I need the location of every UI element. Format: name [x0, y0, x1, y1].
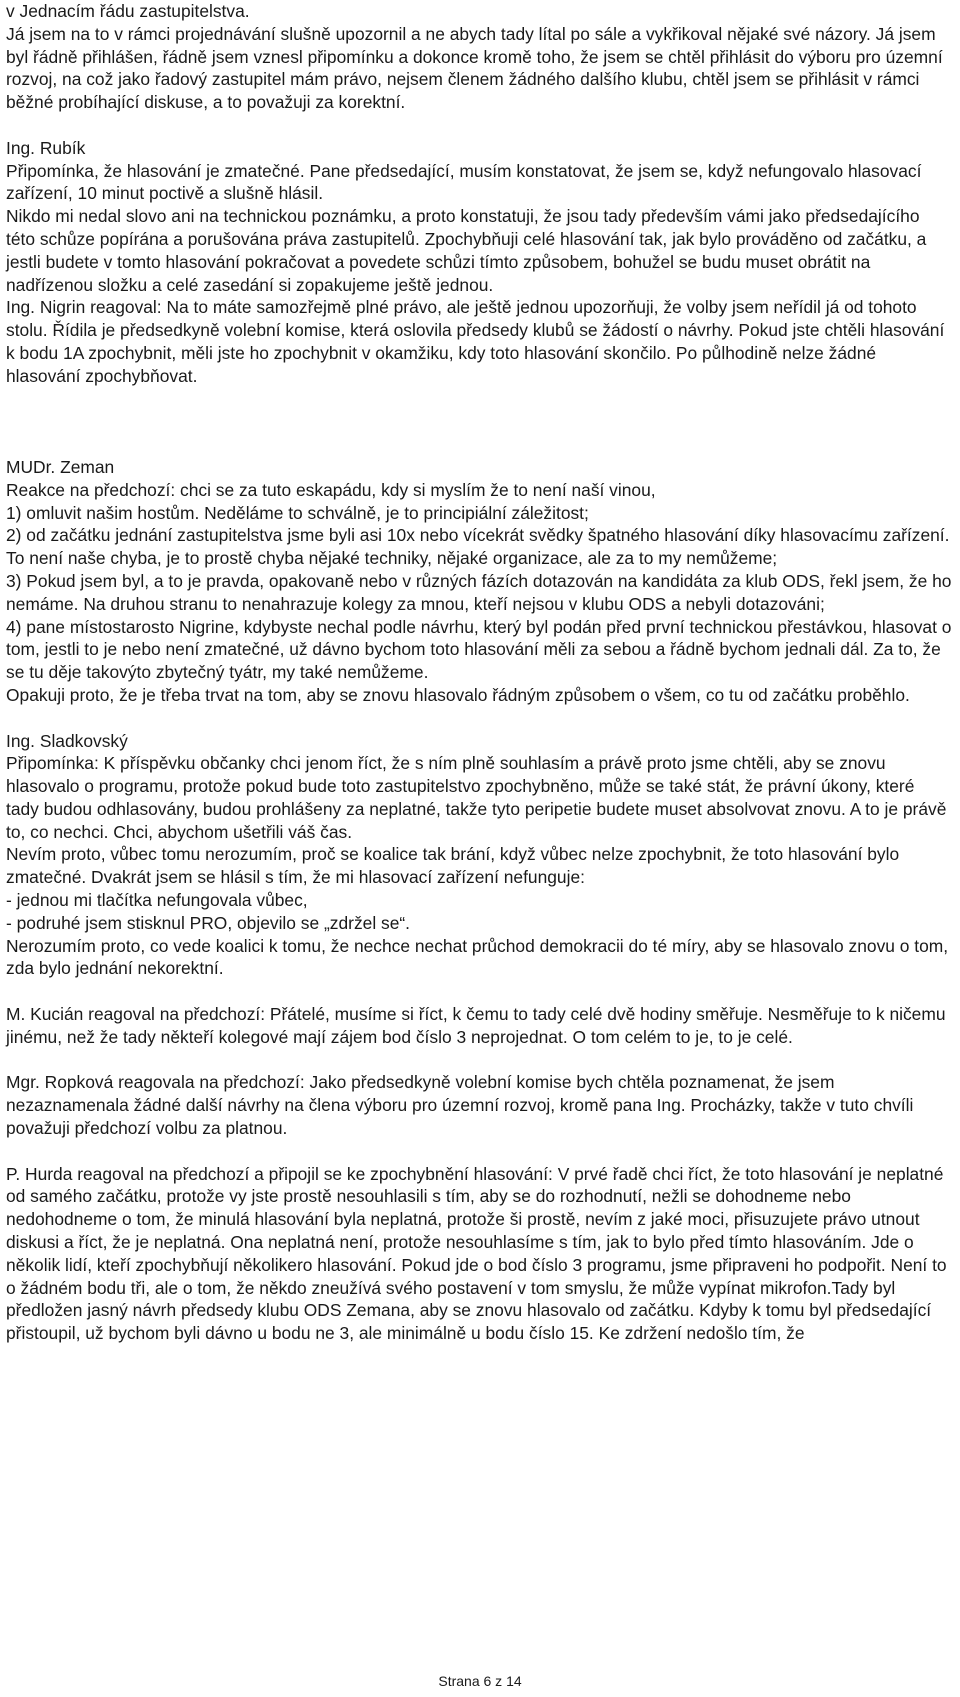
paragraph: Reakce na předchozí: chci se za tuto eskapádu, kdy si myslím že to není naší vinou,: [6, 479, 656, 500]
paragraph: Opakuji proto, že je třeba trvat na tom, aby se znovu hlasovalo řádným způsobem o všem, co tu od začátku proběhlo.: [6, 684, 910, 705]
paragraph: Připomínka: K příspěvku občanky chci jenom říct, že s ním plně souhlasím a právě proto jsme chtěli, aby se znovu hlasovalo o programu, protože pokud bude toto zastupitelstvo zpochybněno, může se také stát, že právní úkony, které tady budou odhlasovány, budou prohlášeny za neplatné, takže tyto peripetie budete muset absolvovat znovu. A to je právě to, co nechci. Chci, abychom ušetřili váš čas.: [6, 753, 947, 842]
paragraph: MUDr. Zeman: [6, 456, 115, 477]
paragraph: Já jsem na to v rámci projednávání slušně upozornil a ne abych tady lítal po sále a vykřikoval nějaké své názory. Já jsem byl řádně přihlášen, řádně jsem vznesl připomínku a dokonce kromě toho, že jsem se chtěl přihlásit do výboru pro územní rozvoj, na což jako řadový zastupitel mám právo, nejsem členem žádného dalšího klubu, chtěl jsem se přihlásit v rámci běžné probíhající diskuse, a to považuji za korektní.: [6, 23, 943, 113]
paragraph: P. Hurda reagoval na předchozí a připojil se ke zpochybnění hlasování: V prvé řadě chci říct, že toto hlasování je neplatné od samého začátku, protože vy jste prostě nesouhlasili s tím, aby se do rozhodnutí, nežli se dohodneme nebo nedohodneme o tom, že minulá hlasování byla neplatná, protože ši prostě, nevím z jaké moci, přisuzujete právo utnout diskusi a říct, že je neplatná. Ona neplatná není, protože nesouhlasíme s tím, jak to bylo před tímto hlasováním. Jde o několik lidí, kteří zpochybňují několikero hlasování. Pokud jde o bod číslo 3 programu, jsme připraveni ho podpořit. Není to o žádném bodu tři, ale o tom, že někdo zneužívá svého postavení v tom smyslu, že může vypínat mikrofon.Tady byl předložen jasný návrh předsedy klubu ODS Zemana, aby se znovu hlasovalo od začátku. Kdyby k tomu byl předsedající přistoupil, už bychom byli dávno u bodu ne 3, ale minimálně u bodu číslo 15. Ke zdržení nedošlo tím, že: [6, 1163, 947, 1344]
paragraph: Připomínka, že hlasování je zmatečné. Pane předsedající, musím konstatovat, že jsem se, když nefungovalo hlasovací zařízení, 10 minut poctivě a slušně hlásil.: [6, 160, 922, 204]
paragraph: - podruhé jsem stisknul PRO, objevilo se „zdržel se“.: [6, 912, 411, 933]
paragraph: Nikdo mi nedal slovo ani na technickou poznámku, a proto konstatuji, že jsou tady především vámi jako předsedajícího této schůze popírána a porušována práva zastupitelů. Zpochybňuji celé hlasování tak, jak bylo prováděno od začátku, a jestli budete v tomto hlasování pokračovat a povedete schůzi tímto způsobem, bohužel se budu muset obrátit na nadřízenou složku a celé zasedání si zopakujeme ještě jednou.: [6, 206, 927, 295]
paragraph-spacer: [6, 1140, 952, 1163]
paragraph: Mgr. Ropková reagovala na předchozí: Jako předsedkyně volební komise bych chtěla poznamenat, že jsem nezaznamenala žádné další návrhy na člena výboru pro územní rozvoj, kromě pana Ing. Procházky, takže v tuto chvíli považuji předchozí volbu za platnou.: [6, 1072, 914, 1139]
paragraph: Ing. Rubík: [6, 137, 86, 158]
paragraph: 4) pane místostarosto Nigrine, kdybyste nechal podle návrhu, který byl podán před první technickou přestávkou, hlasovat o tom, jestli to je nebo není zmatečné, už dávno bychom toto hlasování měli za sebou a řádně bychom jednali dál. Za to, že se tu děje takovýto zbytečný tyátr, my také nemůžeme.: [6, 616, 952, 683]
paragraph-spacer: [6, 388, 952, 434]
paragraph: Nerozumím proto, co vede koalici k tomu, že nechce nechat průchod demokracii do té míry, aby se hlasovalo znovu o tom, zda bylo jednání nekorektní.: [6, 935, 949, 979]
paragraph-spacer: [6, 433, 952, 456]
paragraph: - jednou mi tlačítka nefungovala vůbec,: [6, 890, 308, 911]
page-footer: Strana 6 z 14: [438, 1673, 522, 1689]
paragraph: 3) Pokud jsem byl, a to je pravda, opakovaně nebo v různých fázích dotazován na kandidáta za klub ODS, řekl jsem, že ho nemáme. Na druhou stranu to nenahrazuje kolegy za mnou, kteří nejsou v klubu ODS a nebyli dotazováni;: [6, 570, 952, 614]
paragraph: v Jednacím řádu zastupitelstva.: [6, 1, 250, 21]
paragraph-spacer: [6, 707, 952, 730]
paragraph: 1) omluvit našim hostům. Neděláme to schválně, je to principiální záležitost;: [6, 502, 589, 523]
paragraph: M. Kucián reagoval na předchozí: Přátelé, musíme si říct, k čemu to tady celé dvě hodiny směřuje. Nesměřuje to k ničemu jinému, než že tady někteří kolegové mají zájem bod číslo 3 neprojednat. O tom celém to je, to je celé.: [6, 1004, 946, 1047]
paragraph: Ing. Nigrin reagoval: Na to máte samozřejmě plné právo, ale ještě jednou upozorňuji, že volby jsem neřídil já od tohoto stolu. Řídila je předsedkyně volební komise, která oslovila předsedy klubů se žádostí o návrhy. Pokud jste chtěli hlasování k bodu 1A zpochybnit, měli jste ho zpochybnit v okamžiku, kdy toto hlasování skončilo. Po půlhodině nelze žádné hlasování zpochybňovat.: [6, 297, 945, 386]
paragraph-spacer: [6, 980, 952, 1003]
document-body: [6, 0, 952, 1345]
paragraph: Nevím proto, vůbec tomu nerozumím, proč se koalice tak brání, když vůbec nelze zpochybnit, že toto hlasování bylo zmatečné. Dvakrát jsem se hlásil s tím, že mi hlasovací zařízení nefunguje:: [6, 844, 900, 888]
paragraph: Ing. Sladkovský: [6, 730, 128, 751]
paragraph-spacer: [6, 1049, 952, 1072]
paragraph-spacer: [6, 114, 952, 137]
paragraph: 2) od začátku jednání zastupitelstva jsme byli asi 10x nebo vícekrát svědky špatného hlasování díky hlasovacímu zařízení. To není naše chyba, je to prostě chyba nějaké techniky, nějaké organizace, ale za to my nemůžeme;: [6, 525, 950, 569]
